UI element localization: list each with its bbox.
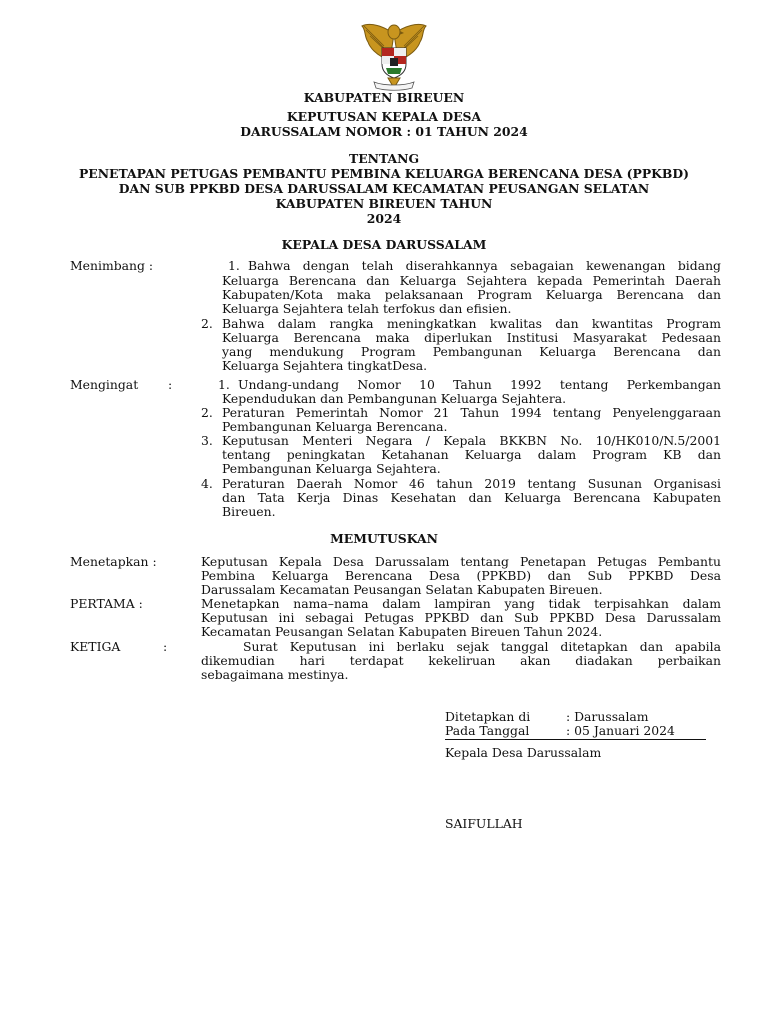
- ketiga-line-2: dikemudian hari terdapat kekeliruan akan diadakan perbaikan: [201, 653, 721, 668]
- garuda-emblem-icon: [356, 20, 432, 92]
- mengingat-item-3-line-2: tentang peningkatan Ketahanan Keluarga dalam Program KB dan: [222, 447, 721, 462]
- mengingat-item-3-num: 3.: [201, 433, 213, 448]
- menimbang-item-1-line-1: Bahwa dengan telah diserahkannya sebagaian kewenangan bidang: [248, 258, 721, 273]
- ketiga-line-1: Surat Keputusan ini berlaku sejak tanggal ditetapkan dan apabila: [243, 639, 721, 654]
- menetapkan-line-1: Keputusan Kepala Desa Darussalam tentang Penetapan Petugas Pembantu: [201, 554, 721, 569]
- menimbang-item-1-line-3: Kabupaten/Kota maka pelaksanaan Program Keluarga Berencana dan: [222, 287, 721, 302]
- mengingat-label: Mengingat: [70, 377, 139, 392]
- mengingat-item-4-num: 4.: [201, 476, 213, 491]
- menetapkan-label: Menetapkan :: [70, 554, 157, 569]
- menimbang-item-2-line-4: Keluarga Sejahtera tingkatDesa.: [222, 358, 428, 373]
- mengingat-item-4-line-3: Bireuen.: [222, 504, 276, 519]
- menimbang-label: Menimbang :: [70, 258, 154, 273]
- heading-kabupaten: KABUPATEN BIREUEN: [303, 90, 465, 105]
- menimbang-item-1-line-2: Keluarga Berencana dan Keluarga Sejahtera kepada Pemerintah Daerah: [222, 273, 721, 288]
- mengingat-item-2-num: 2.: [201, 405, 213, 420]
- tanggal-value: : 05 Januari 2024: [566, 723, 675, 738]
- title-line-3: KABUPATEN BIREUEN TAHUN: [275, 196, 493, 211]
- pertama-line-2: Keputusan ini sebagai Petugas PPKBD dan Sub PPKBD Desa Darussalam: [201, 610, 721, 625]
- mengingat-item-3-line-3: Pembangunan Keluarga Sejahtera.: [222, 461, 441, 476]
- heading-memutuskan: MEMUTUSKAN: [330, 531, 438, 546]
- mengingat-item-1-num: 1.: [218, 377, 230, 392]
- ditetapkan-label: Ditetapkan di: [445, 709, 531, 724]
- pertama-line-1: Menetapkan nama–nama dalam lampiran yang tidak terpisahkan dalam: [201, 596, 721, 611]
- mengingat-item-4-line-2: dan Tata Kerja Dinas Kesehatan dan Keluarga Berencana Kabupaten: [222, 490, 721, 505]
- menimbang-item-2-line-2: Keluarga Berencana maka diperlukan Institusi Masyarakat Pedesaan: [222, 330, 721, 345]
- tanggal-label: Pada Tanggal: [445, 723, 530, 738]
- mengingat-item-2-line-1: Peraturan Pemerintah Nomor 21 Tahun 1994 tentang Penyelenggaraan: [222, 405, 721, 420]
- ditetapkan-value: : Darussalam: [566, 709, 649, 724]
- heading-keputusan: KEPUTUSAN KEPALA DESA: [286, 109, 482, 124]
- menetapkan-line-2: Pembina Keluarga Berencana Desa (PPKBD) dan Sub PPKBD Desa: [201, 568, 721, 583]
- menimbang-item-2-line-1: Bahwa dalam rangka meningkatkan kwalitas dan kwantitas Program: [222, 316, 721, 331]
- menimbang-item-1-num: 1.: [228, 258, 240, 273]
- title-line-4: 2024: [366, 211, 402, 226]
- mengingat-colon: :: [168, 377, 173, 392]
- signature-position: Kepala Desa Darussalam: [445, 745, 602, 760]
- mengingat-item-1-line-1: Undang-undang Nomor 10 Tahun 1992 tentang Perkembangan: [238, 377, 721, 392]
- pertama-label: PERTAMA :: [70, 596, 143, 611]
- mengingat-item-2-line-2: Pembangunan Keluarga Berencana.: [222, 419, 448, 434]
- menimbang-item-2-line-3: yang mendukung Program Pembangunan Keluarga Berencana dan: [222, 344, 721, 359]
- menetapkan-line-3: Darussalam Kecamatan Peusangan Selatan Kabupaten Bireuen.: [201, 582, 603, 597]
- title-line-1: PENETAPAN PETUGAS PEMBANTU PEMBINA KELUARGA BERENCANA DESA (PPKBD): [78, 166, 690, 181]
- mengingat-item-3-line-1: Keputusan Menteri Negara / Kepala BKKBN No. 10/HK010/N.5/2001: [222, 433, 721, 448]
- ketiga-colon: :: [163, 639, 168, 654]
- mengingat-item-4-line-1: Peraturan Daerah Nomor 46 tahun 2019 tentang Susunan Organisasi: [222, 476, 721, 491]
- heading-nomor: DARUSSALAM NOMOR : 01 TAHUN 2024: [240, 124, 528, 139]
- pertama-line-3: Kecamatan Peusangan Selatan Kabupaten Bireuen Tahun 2024.: [201, 624, 603, 639]
- mengingat-item-1-line-2: Kependudukan dan Pembangunan Keluarga Sejahtera.: [222, 391, 567, 406]
- signature-name: SAIFULLAH: [445, 816, 523, 831]
- ketiga-line-3: sebagaimana mestinya.: [201, 667, 349, 682]
- heading-tentang: TENTANG: [348, 151, 420, 166]
- title-line-2: DAN SUB PPKBD DESA DARUSSALAM KECAMATAN PEUSANGAN SELATAN: [118, 181, 650, 196]
- ketiga-label: KETIGA: [70, 639, 121, 654]
- heading-official: KEPALA DESA DARUSSALAM: [281, 237, 487, 252]
- signature-divider: [445, 739, 706, 740]
- menimbang-item-1-line-4: Keluarga Sejahtera telah terfokus dan efisien.: [222, 301, 512, 316]
- menimbang-item-2-num: 2.: [201, 316, 213, 331]
